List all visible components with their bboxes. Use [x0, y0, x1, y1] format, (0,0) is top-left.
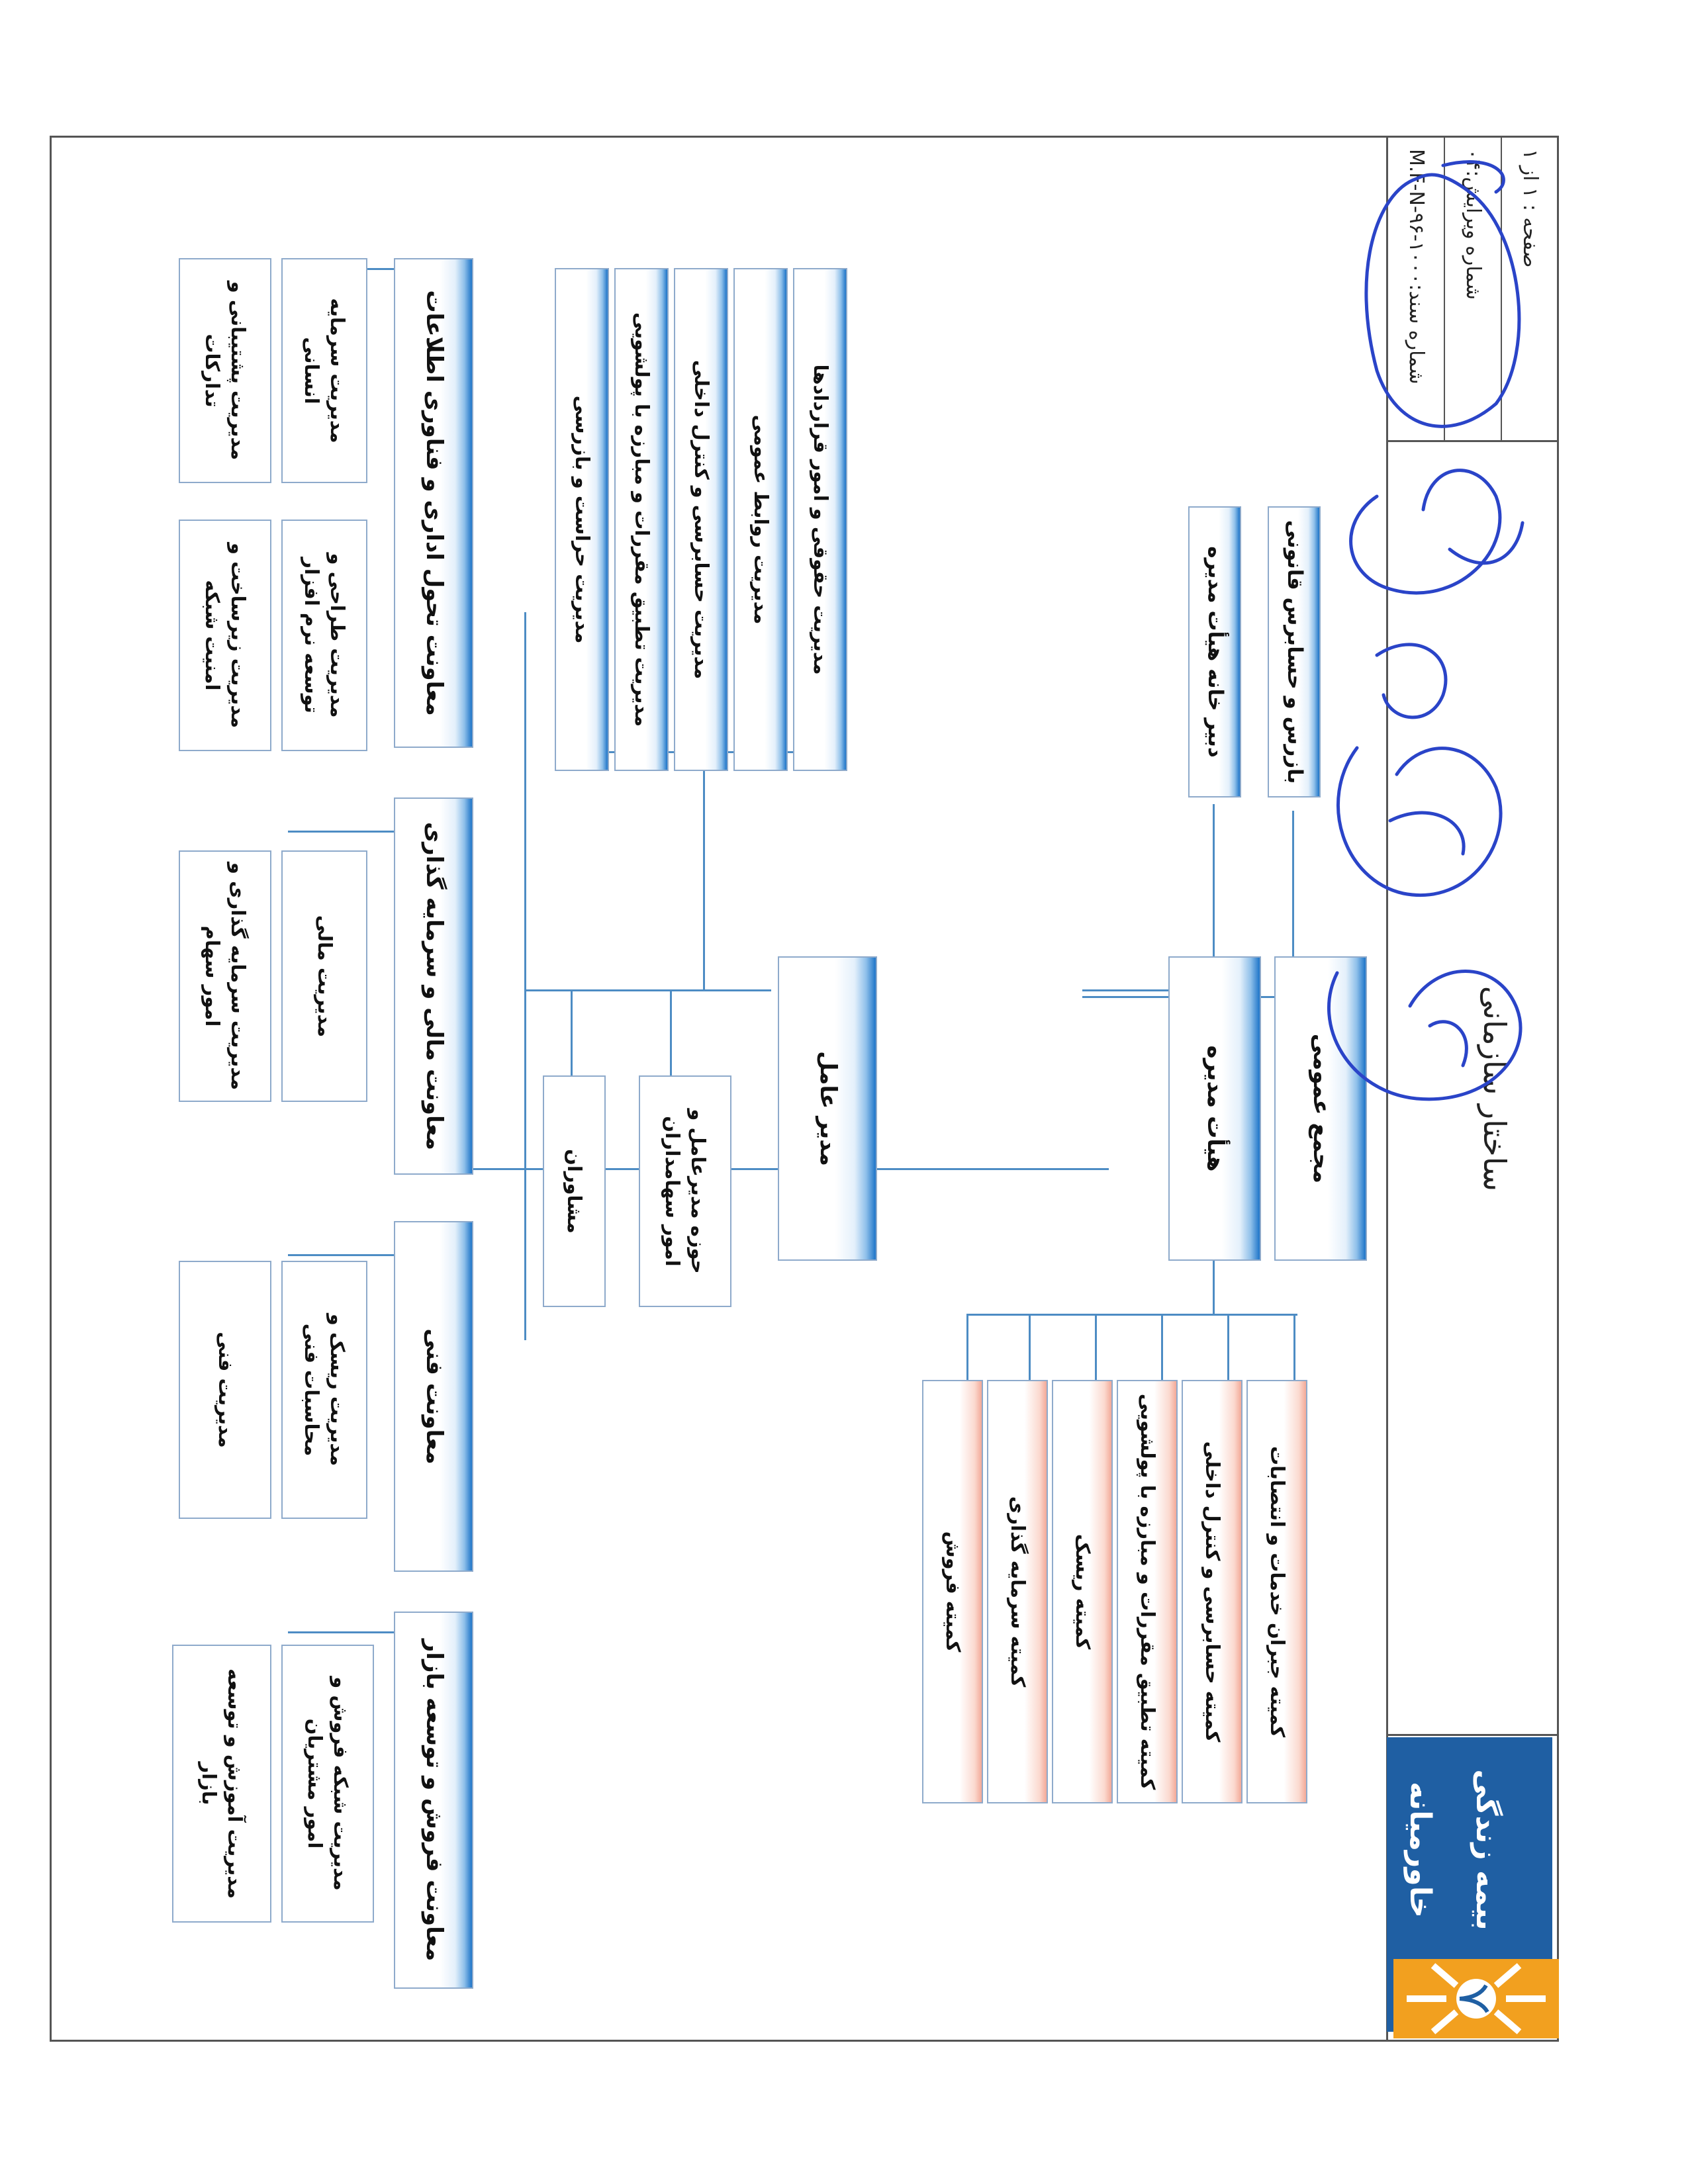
- document-number: شماره سند:۱۰۰۰-M.F-N-۹۶: [1405, 149, 1428, 385]
- committee-audit: [1182, 1380, 1243, 1803]
- deputy-finance-box: [394, 797, 473, 1175]
- header-sep-right: [1388, 1734, 1559, 1736]
- committee-label: کمیته تطبیق مقررات و مبارزه با پولشویی: [1136, 1393, 1159, 1790]
- unit-market-training: [172, 1645, 271, 1923]
- management-label: مدیریت حسابرسی و کنترل داخلی: [690, 359, 713, 680]
- ceo-label: مدیر عامل: [814, 1051, 841, 1166]
- committee-stub-4: [1095, 1314, 1097, 1380]
- deputy-technical-box: [394, 1221, 473, 1572]
- unit-label: مدیریت زیرساخت و امنیت شبکه: [201, 542, 250, 729]
- unit-label: مدیریت شبکه فروش و امور مشتریان: [304, 1676, 353, 1891]
- general-assembly-label: مجمع عمومی: [1307, 1033, 1335, 1184]
- unit-support: [179, 258, 271, 483]
- deputy-title: معاونت مالی و سرمایه گذاری: [420, 822, 447, 1150]
- committee-sales: [922, 1380, 983, 1803]
- unit-risk-actuarial: [281, 1261, 367, 1519]
- unit-label: مدیریت سرمایه انسانی: [301, 298, 350, 443]
- board-secretariat-label: دبیر خانه هیأت مدیره: [1203, 546, 1227, 758]
- page-title: ساختار سازمانی: [1477, 985, 1513, 1192]
- committee-label: کمیته فروش: [941, 1531, 964, 1653]
- logo-text: بیمه زندگی خاورمیانه: [1403, 1769, 1503, 1931]
- management-label: مدیریت تطبیق مقررات و مبارزه با پولشویی: [630, 312, 653, 727]
- unit-label: مدیریت آموزش و توسعه بازار: [198, 1668, 247, 1899]
- deputy-title: معاونت تحول اداری و فناوری اطلاعات: [420, 290, 447, 716]
- committee-stub-2: [1227, 1314, 1229, 1380]
- unit-label: مدیریت فنی: [214, 1332, 237, 1448]
- committee-stub-5: [1029, 1314, 1031, 1380]
- board-label: هیأت مدیره: [1201, 1045, 1229, 1172]
- deputy-bus: [440, 1168, 1109, 1170]
- management-security: [555, 268, 609, 771]
- unit-label: مدیریت سرمایه گذاری و امور سهام: [201, 862, 250, 1091]
- unit-technical: [179, 1261, 271, 1519]
- board-box: [1168, 956, 1261, 1261]
- page-label: صفحه : ۱ از ۱: [1519, 149, 1542, 268]
- committee-label: کمیته ریسک: [1071, 1533, 1094, 1650]
- logo-sun-icon: [1393, 1959, 1559, 2038]
- unit-label: مدیریت پشتیبانی و تدارکات: [201, 281, 250, 461]
- advisors-label: مشاوران: [563, 1149, 586, 1234]
- committee-compliance: [1117, 1380, 1178, 1803]
- revision-label: شماره ویرایش:۰۴: [1462, 149, 1485, 300]
- unit-investment-shares: [179, 850, 271, 1102]
- management-label: مدیریت حقوقی و امور قراردادها: [809, 364, 832, 675]
- advisors-box: [543, 1075, 606, 1307]
- deputy-bus-horizontal: [524, 612, 526, 1340]
- committee-label: کمیته سرمایه گذاری: [1006, 1496, 1029, 1688]
- deputy-sales-units-bus: [288, 1631, 394, 1633]
- committee-investment: [987, 1380, 1048, 1803]
- unit-label: مدیریت طراحی و توسعه نرم افزار: [301, 553, 350, 718]
- management-pr: [733, 268, 788, 771]
- deputy-technical-units-bus: [288, 1254, 394, 1256]
- committee-bus: [966, 1314, 1297, 1316]
- unit-label: مدیریت ریسک و محاسبات فنی: [301, 1313, 350, 1467]
- signature-scribble: [1297, 152, 1628, 1238]
- deputy-title: معاونت فنی: [420, 1328, 447, 1465]
- committee-label: کمیته جبران خدمات و انتصابات: [1266, 1445, 1289, 1738]
- management-legal: [793, 268, 847, 771]
- management-label: مدیریت حراست و بازرسی: [571, 395, 594, 644]
- committee-risk: [1052, 1380, 1113, 1803]
- management-audit: [674, 268, 728, 771]
- committee-stub-6: [966, 1314, 968, 1380]
- ceo-office-box: [639, 1075, 731, 1307]
- unit-network: [179, 520, 271, 751]
- connector-ceo-to-managements: [703, 751, 705, 989]
- ceo-office-label: حوزه مدیرعامل و امور سهامداران: [661, 1109, 710, 1274]
- committee-stub-1: [1293, 1314, 1295, 1380]
- deputy-sales-box: [394, 1612, 473, 1989]
- deputy-title: معاونت فروش و توسعه بازار: [420, 1639, 447, 1962]
- unit-finance: [281, 850, 367, 1102]
- unit-software: [281, 520, 367, 751]
- legal-auditor-label: بازرس و حسابرس قانونی: [1282, 520, 1307, 784]
- ceo-box: [778, 956, 877, 1261]
- committee-stub-3: [1161, 1314, 1163, 1380]
- management-label: مدیریت روابط عمومی: [749, 414, 773, 625]
- committee-label: کمیته حسابرسی و کنترل داخلی: [1201, 1441, 1224, 1743]
- unit-sales-network: [281, 1645, 374, 1923]
- management-compliance: [614, 268, 669, 771]
- unit-human-capital: [281, 258, 367, 483]
- connector-ceo-spine: [526, 989, 771, 991]
- committee-compensation: [1246, 1380, 1307, 1803]
- board-secretariat-box: [1188, 506, 1241, 797]
- deputy-finance-units-bus: [288, 831, 394, 833]
- deputy-it-box: [394, 258, 473, 748]
- unit-label: مدیریت مالی: [313, 915, 336, 1038]
